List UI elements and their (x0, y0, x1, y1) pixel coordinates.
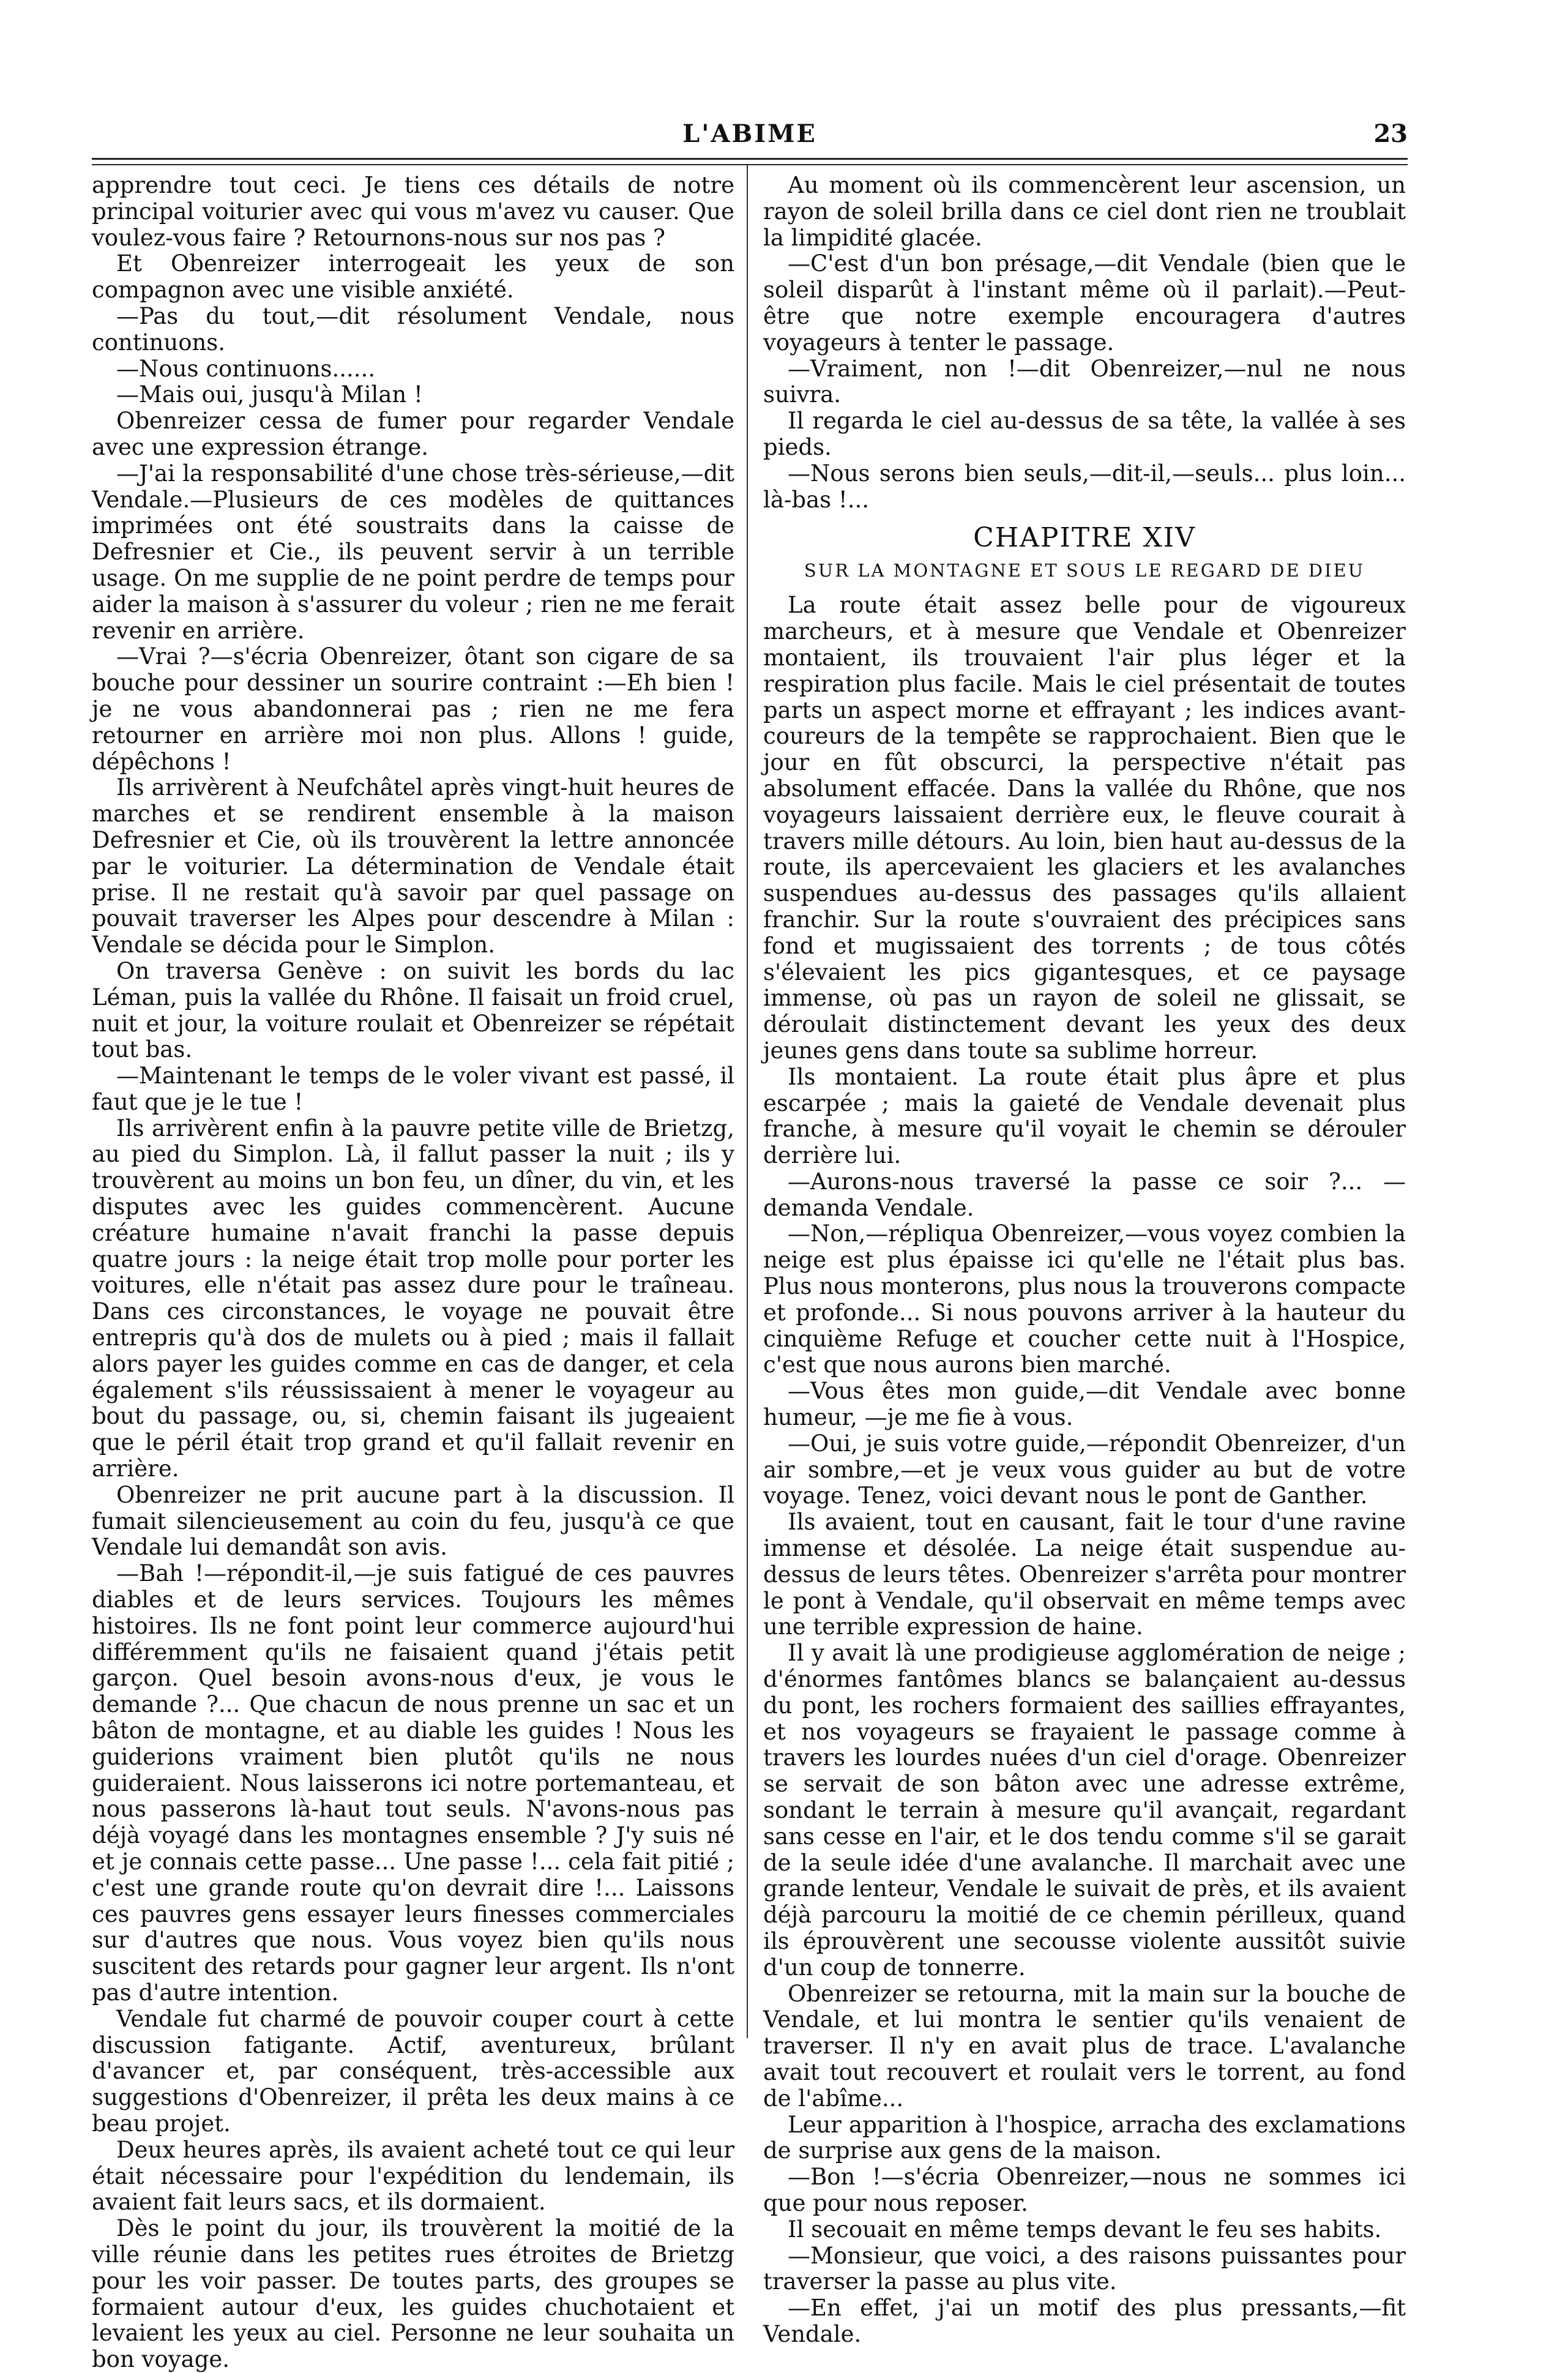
column-divider (747, 165, 748, 2038)
paragraph: —Bah !—répondit-il,—je suis fatigué de ces pauvres diables et de leurs services. Toujours les mêmes histoires. Ils ne font point leur commerce aujourd'hui différemment qu'ils ne faisaient quand j'étais petit garçon. Quel besoin avons-nous d'eux, je vous le demande ?... Que chacun de nous prenne un sac et un bâton de montagne, et au diable les guides ! Nous les guiderions vraiment bien plutôt qu'ils ne nous guideraient. Nous laisserons ici notre portemanteau, et nous passerons là-haut tout seuls. N'avons-nous pas déjà voyagé dans les montagnes ensemble ? J'y suis né et je connais cette passe... Une passe !... cela fait pitié ; c'est une grande route qu'on devrait dire !... Laissons ces pauvres gens essayer leurs finesses commerciales sur d'autres que nous. Vous voyez bien qu'ils nous suscitent des retards pour gagner leur argent. Ils n'ont pas d'autre intention. (92, 1560, 734, 2006)
header-rule (92, 158, 1408, 160)
paragraph: —Nous continuons...... (116, 355, 376, 382)
paragraph: Deux heures après, ils avaient acheté tout ce qui leur était nécessaire pour l'expédition du lendemain, ils avaient fait leurs sacs, et ils dormaient. (92, 2136, 734, 2216)
chapter-title: CHAPITRE XIV (973, 522, 1196, 554)
paragraph: Obenreizer cessa de fumer pour regarder Vendale avec une expression étrange. (92, 408, 734, 460)
paragraph: Et Obenreizer interrogeait les yeux de son compagnon avec une visible anxiété. (92, 250, 734, 304)
running-title: L'ABIME (682, 119, 817, 148)
paragraph: Il regarda le ciel au-dessus de sa tête, la vallée à ses pieds. (763, 408, 1406, 460)
chapter-subtitle: SUR LA MONTAGNE ET SOUS LE REGARD DE DIEU (804, 560, 1365, 581)
paragraph: Il y avait là une prodigieuse agglomération de neige ; d'énormes fantômes blancs se balançaient au-dessus du pont, les rochers formaient des saillies effrayantes, et nos voyageurs se frayaient le passage comme à travers les lourdes nuées d'un ciel d'orage. Obenreizer se servait de son bâton avec une adresse extrême, sondant le terrain à mesure qu'il avançait, regardant sans cesse en l'air, et le dos tendu comme s'il se garait de la seule idée d'une avalanche. Il marchait avec une grande lenteur, Vendale le suivait de près, et ils avaient déjà parcouru la moitié de ce chemin périlleux, quand ils éprouvèrent une secousse violente aussitôt suivie d'un coup de tonnerre. (763, 1640, 1406, 1981)
paragraph: —Vrai ?—s'écria Obenreizer, ôtant son cigare de sa bouche pour dessiner un sourire contraint :—Eh bien ! je ne vous abandonnerai pas ; rien ne me fera retourner en arrière moi non plus. Allons ! guide, dépêchons ! (92, 643, 734, 775)
paragraph: —Aurons-nous traversé la passe ce soir ?... — demanda Vendale. (763, 1168, 1406, 1221)
paragraph: La route était assez belle pour de vigoureux marcheurs, et à mesure que Vendale et Obenreizer montaient, ils trouvaient l'air plus léger et la respiration plus facile. Mais le ciel présentait de toutes parts un aspect morne et effrayant ; les indices avant-coureurs de la tempête se rapprochaient. Bien que le jour en fût obscurci, la perspective n'était pas absolument effacée. Dans la vallée du Rhône, que nos voyageurs laissaient derrière eux, le fleuve courait à travers mille détours. Au loin, bien haut au-dessus de la route, ils apercevaient les glaciers et les avalanches suspendues au-dessus des passages qu'ils allaient franchir. Sur la route s'ouvraient des précipices sans fond et mugissaient des torrents ; de tous côtés s'élevaient les pics gigantesques, et ce paysage immense, où pas un rayon de soleil ne glissait, se déroulait distinctement devant les yeux des deux jeunes gens dans toute sa sublime horreur. (763, 592, 1406, 1064)
paragraph: —Vraiment, non !—dit Obenreizer,—nul ne nous suivra. (763, 355, 1406, 408)
paragraph: —Vous êtes mon guide,—dit Vendale avec bonne humeur, —je me fie à vous. (763, 1378, 1406, 1431)
paragraph: —En effet, j'ai un motif des plus pressants,—fit Vendale. (763, 2295, 1406, 2347)
paragraph: —Nous serons bien seuls,—dit-il,—seuls... plus loin... là-bas !... (763, 460, 1406, 513)
paragraph: —Maintenant le temps de le voler vivant est passé, il faut que je le tue ! (92, 1063, 734, 1115)
page-number: 23 (1373, 119, 1408, 148)
paragraph: Ils montaient. La route était plus âpre et plus escarpée ; mais la gaieté de Vendale devenait plus franche, à mesure qu'il voyait le chemin se dérouler derrière lui. (763, 1063, 1406, 1169)
paragraph: —Oui, je suis votre guide,—répondit Obenreizer, d'un air sombre,—et je veux vous guider au but de votre voyage. Tenez, voici devant nous le pont de Ganther. (763, 1430, 1406, 1509)
paragraph: On traversa Genève : on suivit les bords du lac Léman, puis la vallée du Rhône. Il faisait un froid cruel, nuit et jour, la voiture roulait et Obenreizer se répétait tout bas. (92, 957, 734, 1063)
paragraph: —Non,—répliqua Obenreizer,—vous voyez combien la neige est plus épaisse ici qu'elle ne l'était plus bas. Plus nous monterons, plus nous la trouverons compacte et profonde... Si nous pouvons arriver à la hauteur du cinquième Refuge et coucher cette nuit à l'Hospice, c'est que nous aurons bien marché. (763, 1220, 1406, 1378)
paragraph: Ils avaient, tout en causant, fait le tour d'une ravine immense et désolée. La neige était suspendue au-dessus de leurs têtes. Obenreizer s'arrêta pour montrer le pont à Vendale, qu'il observait en même temps avec une terrible expression de haine. (763, 1509, 1406, 1640)
paragraph: Obenreizer se retourna, mit la main sur la bouche de Vendale, et lui montra le sentier qu'ils venaient de traverser. Il n'y en avait plus de trace. L'avalanche avait tout recouvert et roulait vers le torrent, au fond de l'abîme... (763, 1980, 1406, 2112)
paragraph: —Monsieur, que voici, a des raisons puissantes pour traverser la passe au plus vite. (763, 2242, 1406, 2295)
paragraph: Vendale fut charmé de pouvoir couper court à cette discussion fatigante. Actif, aventureux, brûlant d'avancer et, par conséquent, très-accessible aux suggestions d'Obenreizer, il prêta les deux mains à ce beau projet. (92, 2005, 734, 2137)
paragraph: Dès le point du jour, ils trouvèrent la moitié de la ville réunie dans les petites rues étroites de Brietzg pour les voir passer. De toutes parts, des groupes se formaient autour d'eux, les guides chuchotaient et levaient les yeux au ciel. Personne ne leur souhaita un bon voyage. (92, 2215, 734, 2373)
paragraph: apprendre tout ceci. Je tiens ces détails de notre principal voiturier avec qui vous m'avez vu causer. Que voulez-vous faire ? Retournons-nous sur nos pas ? (92, 172, 734, 251)
paragraph: —J'ai la responsabilité d'une chose très-sérieuse,—dit Vendale.—Plusieurs de ces modèles de quittances imprimées ont été soustraits dans la caisse de Defresnier et Cie., ils peuvent servir à un terrible usage. On me supplie de ne point perdre de temps pour aider la maison à s'assurer du voleur ; rien ne me ferait revenir en arrière. (92, 460, 734, 644)
paragraph: Leur apparition à l'hospice, arracha des exclamations de surprise aux gens de la maison. (763, 2111, 1406, 2164)
paragraph: —C'est d'un bon présage,—dit Vendale (bien que le soleil disparût à l'instant même où il parlait).—Peut-être que notre exemple encouragera d'autres voyageurs à tenter le passage. (763, 250, 1406, 356)
page-header (92, 119, 1408, 162)
right-column (763, 173, 1406, 2348)
paragraph: —Mais oui, jusqu'à Milan ! (116, 381, 423, 408)
paragraph: —Pas du tout,—dit résolument Vendale, nous continuons. (92, 302, 734, 356)
header-rule-thin (92, 164, 1408, 165)
paragraph: Obenreizer ne prit aucune part à la discussion. Il fumait silencieusement au coin du feu, jusqu'à ce que Vendale lui demandât son avis. (92, 1481, 734, 1561)
left-column (92, 173, 734, 2373)
paragraph: Au moment où ils commencèrent leur ascension, un rayon de soleil brilla dans ce ciel dont rien ne troublait la limpidité glacée. (763, 172, 1406, 251)
paragraph: Ils arrivèrent enfin à la pauvre petite ville de Brietzg, au pied du Simplon. Là, il fallut passer la nuit ; ils y trouvèrent au moins un bon feu, un dîner, du vin, et les disputes avec les guides commencèrent. Aucune créature humaine n'avait franchi la passe depuis quatre jours : la neige était trop molle pour porter les voitures, elle n'était pas assez dure pour le traîneau. Dans ces circonstances, le voyage ne pouvait être entrepris qu'à dos de mulets ou à pied ; mais il fallait alors payer les guides comme en cas de danger, et cela également s'ils réussissaient à mener le voyageur au bout du passage, ou, si, chemin faisant ils jugeaient que le péril était trop grand et qu'il fallait revenir en arrière. (92, 1115, 734, 1482)
paragraph: —Bon !—s'écria Obenreizer,—nous ne sommes ici que pour nous reposer. (763, 2164, 1406, 2216)
paragraph: Il secouait en même temps devant le feu ses habits. (788, 2216, 1382, 2243)
paragraph: Ils arrivèrent à Neufchâtel après vingt-huit heures de marches et se rendirent ensemble à la maison Defresnier et Cie, où ils trouvèrent la lettre annoncée par le voiturier. La détermination de Vendale était prise. Il ne restait qu'à savoir par quel passage on pouvait traverser les Alpes pour descendre à Milan : Vendale se décida pour le Simplon. (92, 774, 734, 959)
